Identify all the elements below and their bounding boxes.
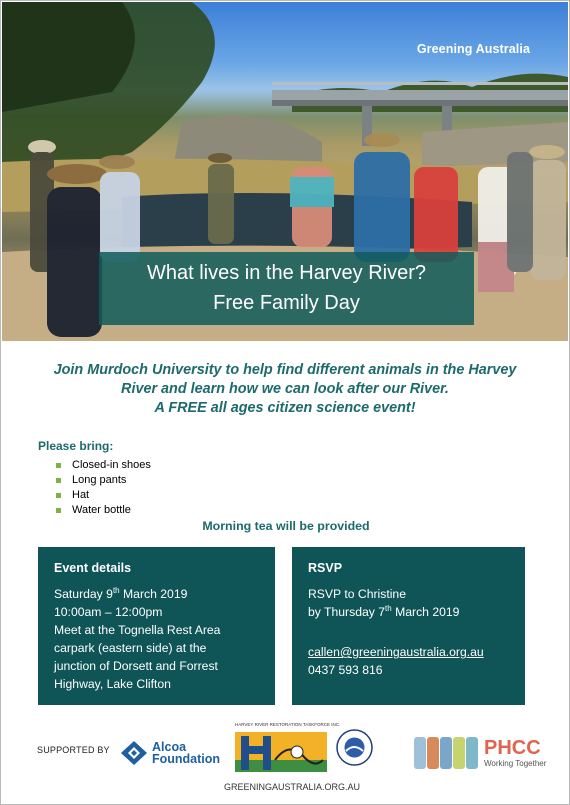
rsvp-contact: RSVP to Christine — [308, 587, 406, 601]
bullet-icon — [56, 463, 61, 468]
rsvp-email-link[interactable]: callen@greeningaustralia.org.au — [308, 645, 484, 659]
hero-photo — [2, 2, 568, 341]
event-details-heading: Event details — [54, 561, 132, 575]
intro-text — [21, 361, 549, 418]
list-item — [56, 503, 151, 518]
bullet-icon — [56, 493, 61, 498]
please-bring-heading: Please bring: — [38, 439, 114, 453]
event-time: 10:00am – 12:00pm — [54, 605, 163, 619]
banner-title: What lives in the Harvey River? — [147, 262, 426, 284]
phcc-logo — [414, 737, 546, 769]
greening-australia-logo-text: Greening Australia — [416, 42, 530, 56]
rsvp-deadline: by Thursday 7th March 2019 — [308, 603, 460, 619]
list-item-label: Hat — [72, 489, 90, 501]
intro-line-1: Join Murdoch University to help find different animals in the Harvey — [53, 362, 517, 378]
intro-line-2: River and learn how we can look after our River. — [121, 381, 449, 397]
harvey-taskforce-caption: HARVEY RIVER RESTORATION TASKFORCE INC. — [235, 722, 341, 727]
title-banner — [99, 252, 474, 325]
event-date: Saturday 9th March 2019 — [54, 585, 188, 601]
website-url: GREENINGAUSTRALIA.ORG.AU — [223, 782, 361, 792]
list-item-label: Long pants — [72, 474, 127, 486]
rsvp-phone: 0437 593 816 — [308, 663, 383, 677]
morning-tea-note: Morning tea will be provided — [202, 519, 370, 533]
alcoa-logo-line2: Foundation — [152, 752, 221, 766]
alcoa-triangle-icon — [121, 741, 147, 765]
event-details-box — [38, 547, 275, 705]
alcoa-foundation-logo — [121, 741, 220, 765]
bullet-icon — [56, 508, 61, 513]
supported-by-label: SUPPORTED BY — [37, 745, 110, 755]
list-item — [56, 473, 151, 488]
rsvp-heading: RSVP — [308, 561, 343, 575]
list-item — [56, 458, 151, 473]
rsvp-box — [292, 547, 525, 705]
bullet-icon — [56, 478, 61, 483]
list-item-label: Closed-in shoes — [72, 459, 151, 471]
phcc-logo-text: PHCC — [484, 736, 541, 759]
round-organisation-logo — [336, 729, 373, 766]
please-bring-list — [56, 458, 151, 518]
harvey-river-taskforce-logo — [235, 730, 327, 778]
greening-australia-logo — [417, 42, 530, 56]
list-item — [56, 488, 151, 503]
alcoa-logo-line1: Alcoa — [152, 740, 187, 754]
banner-subtitle: Free Family Day — [213, 292, 360, 314]
phcc-tagline: Working Together — [484, 758, 547, 768]
event-location: Meet at the Tognella Rest Area carpark (eastern side) at the junction of Dorsett and Forrest Highway, Lake Clifton — [54, 623, 221, 691]
intro-line-3: A FREE all ages citizen science event! — [154, 400, 416, 416]
list-item-label: Water bottle — [72, 504, 131, 516]
phcc-tiles-icon — [414, 737, 478, 769]
